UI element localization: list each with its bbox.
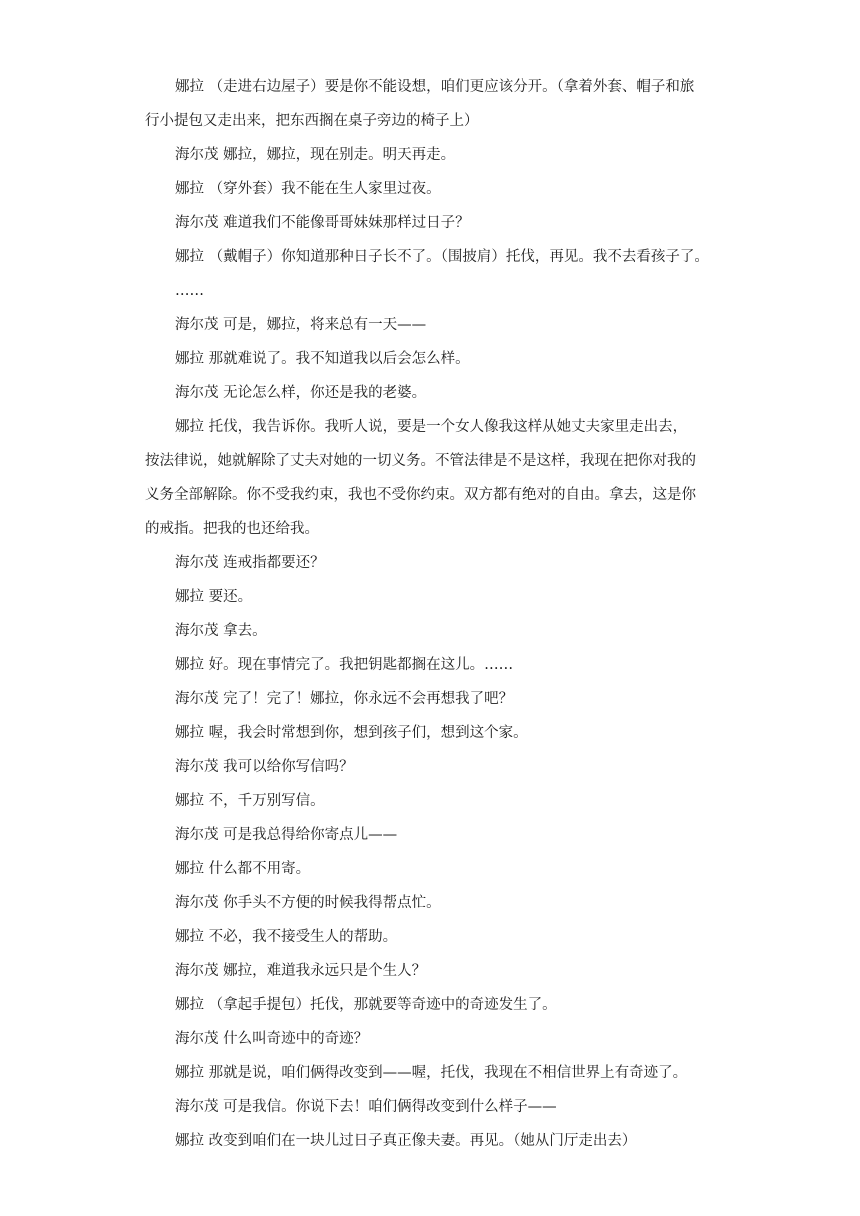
dialogue-line: 的戒指。把我的也还给我。 <box>145 521 319 537</box>
dialogue-line: 海尔茂 可是我总得给你寄点儿—— <box>175 827 398 843</box>
dialogue-line: 娜拉 要还。 <box>175 589 253 605</box>
ellipsis-line: …… <box>175 283 204 299</box>
dialogue-line: 娜拉 好。现在事情完了。我把钥匙都搁在这儿。…… <box>175 657 514 673</box>
dialogue-line: 海尔茂 无论怎么样，你还是我的老婆。 <box>175 385 427 401</box>
dialogue-line: 海尔茂 娜拉，难道我永远只是个生人？ <box>175 963 427 979</box>
dialogue-line: 娜拉 改变到咱们在一块儿过日子真正像夫妻。再见。（她从门厅走出去） <box>175 1133 637 1149</box>
dialogue-line: 海尔茂 你手头不方便的时候我得帮点忙。 <box>175 895 441 911</box>
dialogue-line: 海尔茂 我可以给你写信吗？ <box>175 759 354 775</box>
dialogue-line: 海尔茂 可是我信。你说下去！咱们俩得改变到什么样子—— <box>175 1099 557 1115</box>
dialogue-line: 娜拉 那就难说了。我不知道我以后会怎么样。 <box>175 351 470 367</box>
dialogue-line: 娜拉 不，千万别写信。 <box>175 793 325 809</box>
dialogue-line: 行小提包又走出来，把东西搁在桌子旁边的椅子上） <box>145 113 479 129</box>
dialogue-line: 海尔茂 可是，娜拉，将来总有一天—— <box>175 317 427 333</box>
dialogue-line: 娜拉 那就是说，咱们俩得改变到——喔，托伐，我现在不相信世界上有奇迹了。 <box>175 1065 688 1081</box>
dialogue-line: 娜拉 什么都不用寄。 <box>175 861 311 877</box>
dialogue-line: 海尔茂 完了！完了！娜拉，你永远不会再想我了吧？ <box>175 691 514 707</box>
dialogue-line: 娜拉 （走进右边屋子）要是你不能设想，咱们更应该分开。（拿着外套、帽子和旅 <box>175 79 695 95</box>
play-excerpt <box>145 70 725 1158</box>
dialogue-line: 娜拉 托伐，我告诉你。我听人说，要是一个女人像我这样从她丈夫家里走出去， <box>175 419 688 435</box>
dialogue-line: 娜拉 （拿起手提包）托伐，那就要等奇迹中的奇迹发生了。 <box>175 997 557 1013</box>
dialogue-line: 娜拉 喔，我会时常想到你，想到孩子们，想到这个家。 <box>175 725 528 741</box>
dialogue-line: 娜拉 不必，我不接受生人的帮助。 <box>175 929 398 945</box>
dialogue-line: 海尔茂 连戒指都要还？ <box>175 555 325 571</box>
dialogue-line: 义务全部解除。你不受我约束，我也不受你约束。双方都有绝对的自由。拿去，这是你 <box>145 487 696 503</box>
dialogue-line: 海尔茂 拿去。 <box>175 623 267 639</box>
dialogue-line: 按法律说，她就解除了丈夫对她的一切义务。不管法律是不是这样，我现在把你对我的 <box>145 453 696 469</box>
dialogue-line: 海尔茂 娜拉，娜拉，现在别走。明天再走。 <box>175 147 456 163</box>
dialogue-line: 海尔茂 难道我们不能像哥哥妹妹那样过日子？ <box>175 215 470 231</box>
dialogue-line: 娜拉 （穿外套）我不能在生人家里过夜。 <box>175 181 441 197</box>
dialogue-line: 海尔茂 什么叫奇迹中的奇迹？ <box>175 1031 369 1047</box>
dialogue-line: 娜拉 （戴帽子）你知道那种日子长不了。（围披肩）托伐，再见。我不去看孩子了。 <box>175 249 709 265</box>
